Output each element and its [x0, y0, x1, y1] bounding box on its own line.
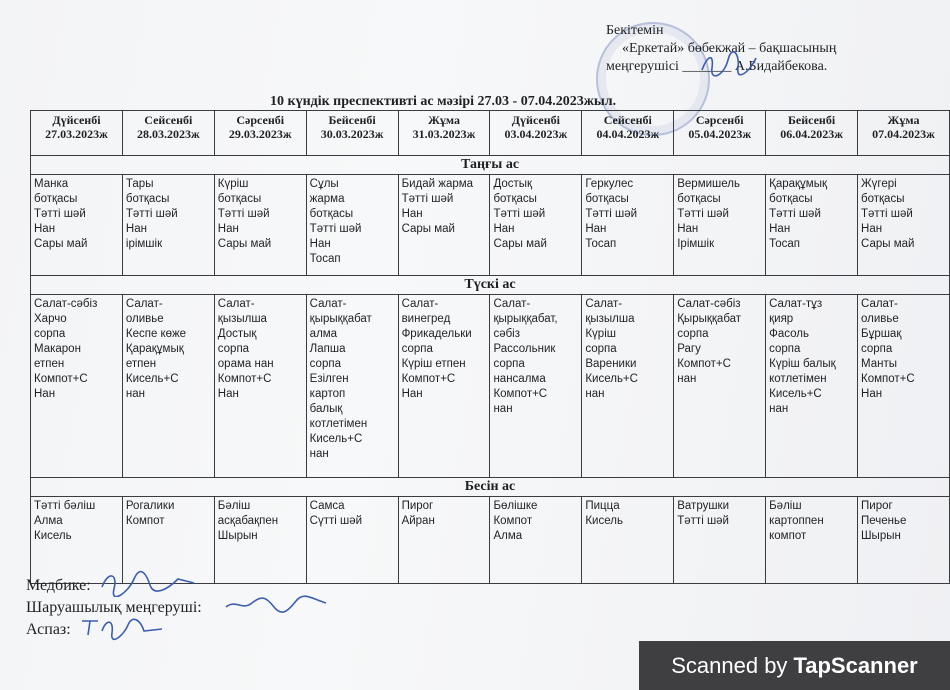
- dish-line: қырыққабат: [309, 313, 372, 325]
- afternoon-snack-cell-day-6: [490, 497, 582, 584]
- approval-line-1: Бекітемін: [606, 23, 664, 38]
- dish-line: Нан: [34, 223, 56, 235]
- dish-line: Кисель+С: [309, 433, 363, 445]
- dish-line: нан: [585, 388, 605, 400]
- dish-line: Манка: [34, 178, 69, 190]
- breakfast-cell-day-10: [858, 175, 950, 276]
- dish-line: компот: [769, 530, 807, 542]
- lunch-cell-day-10: [858, 295, 950, 478]
- dish-line: Нан: [217, 388, 239, 400]
- day-header-7: [582, 111, 674, 156]
- day-header-6: [490, 111, 582, 156]
- dish-line: балық: [309, 403, 343, 415]
- dish-line: сорпа: [769, 343, 801, 355]
- dish-line: винегред: [401, 313, 451, 325]
- afternoon-snack-cell-day-5: [398, 497, 490, 584]
- dish-line: Тәтті шәй: [125, 208, 178, 220]
- dish-line: Лапша: [309, 343, 346, 355]
- dish-line: Тәтті шәй: [309, 223, 362, 235]
- dish-line: сорпа: [34, 328, 66, 340]
- breakfast-cell-day-1: [31, 175, 123, 276]
- dish-line: Салат-: [125, 298, 163, 310]
- dish-line: картоппен: [769, 515, 824, 527]
- dish-line: алма: [309, 328, 338, 340]
- dish-line: Алма: [493, 530, 523, 542]
- dish-line: Кисель: [585, 515, 623, 527]
- dish-line: Кисель: [34, 530, 72, 542]
- dish-line: оливье: [125, 313, 164, 325]
- dish-line: нан: [677, 373, 697, 385]
- dish-line: Вареники: [585, 358, 637, 370]
- dish-line: ботқасы: [34, 193, 78, 205]
- dish-line: Бәліш: [769, 500, 802, 512]
- dish-line: Тәтті шәй: [585, 208, 638, 220]
- afternoon-snack-cell-day-4: [306, 497, 398, 584]
- dish-line: етпен: [125, 358, 157, 370]
- dish-line: Тәтті бәліш: [34, 500, 96, 512]
- dish-line: Бидай жарма: [401, 178, 474, 190]
- dish-line: Нан: [401, 388, 423, 400]
- dish-line: Тәтті шәй: [677, 208, 729, 220]
- dish-line: Сүтті шәй: [309, 515, 363, 527]
- dish-line: Нан: [861, 223, 883, 235]
- dish-line: Печенье: [861, 515, 907, 527]
- dish-line: Тәтті шәй: [493, 208, 546, 220]
- lunch-title-row: [31, 276, 950, 295]
- dish-line: Компот: [125, 515, 165, 527]
- dish-line: Рагу: [677, 343, 701, 355]
- dish-line: Рогалики: [125, 500, 175, 512]
- dish-line: Ірімшік: [677, 238, 715, 250]
- breakfast-cell-day-5: [398, 175, 490, 276]
- day-header-4: [306, 111, 398, 156]
- dish-line: Күріш: [585, 328, 616, 340]
- nurse-signature: [98, 569, 208, 597]
- dish-line: Компот+С: [401, 373, 456, 385]
- day-header-3: [214, 111, 306, 156]
- dish-line: Нан: [677, 223, 699, 235]
- day-date: 31.03.2023ж: [412, 127, 476, 141]
- dish-line: қызылша: [585, 313, 635, 325]
- lunch-cell-day-8: [674, 295, 766, 478]
- day-header-8: [674, 111, 766, 156]
- breakfast-cell-day-7: [582, 175, 674, 276]
- dish-line: Нан: [401, 208, 423, 220]
- day-header-10: [858, 111, 950, 156]
- dish-line: ірімшік: [125, 238, 163, 250]
- breakfast-cell-day-3: [214, 175, 306, 276]
- approval-block: [606, 22, 936, 76]
- dish-line: ботқасы: [769, 193, 813, 205]
- day-date: 27.03.2023ж: [45, 127, 108, 141]
- afternoon-snack-title: Бесін ас: [31, 478, 950, 497]
- dish-line: Достық: [493, 178, 533, 190]
- dish-line: нансалма: [493, 373, 546, 385]
- menu-body: [31, 156, 950, 584]
- dish-line: Айран: [401, 515, 435, 527]
- dish-line: Тәтті шәй: [401, 193, 454, 205]
- dish-line: Шырын: [861, 530, 901, 542]
- dish-line: Тосап: [769, 238, 801, 250]
- breakfast-cell-day-2: [122, 175, 214, 276]
- dish-line: Салат-сәбіз: [34, 298, 98, 310]
- day-name: Сейсенбі: [603, 113, 652, 127]
- dish-line: нан: [309, 448, 329, 460]
- dish-line: Тосап: [309, 253, 341, 265]
- dish-line: ботқасы: [309, 208, 354, 220]
- dish-line: Кисель+С: [585, 373, 638, 385]
- lunch-cell-day-3: [214, 295, 306, 478]
- dish-line: сорпа: [585, 343, 617, 355]
- dish-line: Пицца: [585, 500, 620, 512]
- nurse-label: Медбике:: [26, 577, 91, 594]
- dish-line: Кеспе көже: [125, 328, 187, 340]
- dish-line: Сары май: [861, 238, 915, 250]
- dish-line: Кисель+С: [125, 373, 179, 385]
- manager-signature: [222, 591, 332, 619]
- dish-line: Алма: [34, 515, 63, 527]
- breakfast-cell-day-6: [490, 175, 582, 276]
- dish-line: Тары: [125, 178, 154, 190]
- day-header-5: [398, 111, 490, 156]
- manager-label: Шаруашылық меңгеруші:: [26, 599, 202, 616]
- dish-line: Кисель+С: [769, 388, 822, 400]
- dish-line: Тәтті шәй: [861, 208, 913, 220]
- dish-line: ботқасы: [493, 193, 537, 205]
- dish-line: Бәліш: [217, 500, 251, 512]
- dish-line: Компот+С: [217, 373, 272, 385]
- breakfast-cell-day-8: [674, 175, 766, 276]
- dish-line: Компот: [493, 515, 533, 527]
- dish-line: ботқасы: [125, 193, 170, 205]
- dish-line: котлетімен: [769, 373, 827, 385]
- lunch-cell-day-5: [398, 295, 490, 478]
- signatures-block: [26, 575, 202, 641]
- dish-line: нан: [125, 388, 145, 400]
- approval-line-3: меңгерушісі _______ А.Бидайбекова.: [606, 59, 828, 74]
- dish-line: Сары май: [493, 238, 547, 250]
- day-date: 04.04.2023ж: [596, 127, 660, 141]
- dish-line: Салат-: [217, 298, 255, 310]
- dish-line: сорпа: [217, 343, 250, 355]
- dish-line: Достық: [217, 328, 257, 340]
- lunch-dishes-row: [31, 295, 950, 478]
- dish-line: Нан: [217, 223, 239, 235]
- dish-line: асқабақпен: [217, 515, 279, 527]
- dish-line: Күріш: [217, 178, 249, 190]
- dish-line: Сары май: [217, 238, 272, 250]
- dish-line: Сары май: [401, 223, 455, 235]
- lunch-cell-day-1: [31, 295, 123, 478]
- afternoon-snack-cell-day-10: [858, 497, 950, 584]
- day-date: 30.03.2023ж: [320, 127, 384, 141]
- dish-line: Макарон: [34, 343, 81, 355]
- dish-line: ботқасы: [677, 193, 721, 205]
- dish-line: Қарақұмық: [125, 343, 184, 355]
- dish-line: Салат-тұз: [769, 298, 823, 310]
- dish-line: Нан: [309, 238, 331, 250]
- dish-line: Тәтті шәй: [34, 208, 86, 220]
- dish-line: Компот+С: [861, 373, 915, 385]
- dish-line: нан: [769, 403, 789, 415]
- dish-line: Салат-: [493, 298, 531, 310]
- dish-line: Салат-сәбіз: [677, 298, 741, 310]
- dish-line: сорпа: [401, 343, 433, 355]
- day-date: 28.03.2023ж: [136, 127, 200, 141]
- breakfast-cell-day-9: [766, 175, 858, 276]
- dish-line: Шырын: [217, 530, 258, 542]
- day-header-2: [122, 111, 214, 156]
- menu-table: [30, 110, 950, 584]
- dish-line: Фасоль: [769, 328, 809, 340]
- dish-line: Компот+С: [493, 388, 548, 400]
- day-header-1: [31, 111, 123, 156]
- dish-line: орама нан: [217, 358, 274, 370]
- day-date: 06.04.2023ж: [780, 127, 843, 141]
- dish-line: Пирог: [401, 500, 434, 512]
- dish-line: жарма: [309, 193, 345, 205]
- dish-line: сорпа: [677, 328, 709, 340]
- dish-line: Компот+С: [677, 358, 731, 370]
- dish-line: Тәтті шәй: [677, 515, 729, 527]
- day-header-row: [31, 111, 950, 156]
- dish-line: Нан: [861, 388, 883, 400]
- dish-line: Вермишель: [677, 178, 740, 190]
- dish-line: Сары май: [34, 238, 88, 250]
- dish-line: Қарақұмық: [769, 178, 827, 190]
- dish-line: қырыққабат,: [493, 313, 558, 325]
- dish-line: сорпа: [309, 358, 341, 370]
- dish-line: ботқасы: [217, 193, 262, 205]
- approval-line-2: «Еркетай» бөбекжай – бақшасының: [622, 41, 837, 56]
- day-name: Сейсенбі: [144, 113, 193, 127]
- afternoon-snack-cell-day-7: [582, 497, 674, 584]
- afternoon-snack-cell-day-3: [214, 497, 306, 584]
- breakfast-title-row: [31, 156, 950, 175]
- afternoon-snack-cell-day-8: [674, 497, 766, 584]
- breakfast-cell-day-4: [306, 175, 398, 276]
- dish-line: Ватрушки: [677, 500, 730, 512]
- cook-label: Аспаз:: [26, 621, 71, 638]
- day-date: 05.04.2023ж: [688, 127, 752, 141]
- dish-line: Нан: [125, 223, 147, 235]
- lunch-cell-day-6: [490, 295, 582, 478]
- day-name: Бейсенбі: [787, 113, 836, 127]
- day-name: Бейсенбі: [328, 113, 376, 127]
- day-date: 07.04.2023ж: [872, 127, 935, 141]
- dish-line: Тосап: [585, 238, 617, 250]
- afternoon-snack-cell-day-9: [766, 497, 858, 584]
- dish-line: Геркулес: [585, 178, 634, 190]
- dish-line: ботқасы: [861, 193, 905, 205]
- dish-line: Езілген: [309, 373, 349, 385]
- dish-line: Нан: [769, 223, 791, 235]
- dish-line: Қырыққабат: [677, 313, 742, 325]
- dish-line: Күріш балық: [769, 358, 836, 370]
- dish-line: Нан: [34, 388, 56, 400]
- day-date: 29.03.2023ж: [228, 127, 292, 141]
- dish-line: Харчо: [34, 313, 67, 325]
- dish-line: Тәтті шәй: [769, 208, 821, 220]
- day-name: Жұма: [428, 113, 460, 127]
- dish-line: Бұршақ: [861, 328, 902, 340]
- dish-line: Салат-: [401, 298, 439, 310]
- scanner-watermark: [639, 641, 950, 690]
- dish-line: Сұлы: [309, 178, 339, 190]
- day-header-9: [766, 111, 858, 156]
- dish-line: Күріш етпен: [401, 358, 466, 370]
- watermark-brand: TapScanner: [793, 652, 918, 678]
- lunch-cell-day-9: [766, 295, 858, 478]
- dish-line: қияр: [769, 313, 794, 325]
- afternoon-snack-title-row: [31, 478, 950, 497]
- document-title: 10 күндік преспективті ас мәзірі 27.03 - 07.04.2023жыл.: [270, 94, 617, 109]
- dish-line: етпен: [34, 358, 65, 370]
- dish-line: Нан: [585, 223, 607, 235]
- day-name: Сәрсенбі: [695, 113, 744, 127]
- dish-line: Пирог: [861, 500, 893, 512]
- day-name: Сәрсенбі: [236, 113, 285, 127]
- day-date: 03.04.2023ж: [504, 127, 568, 141]
- dish-line: оливье: [861, 313, 899, 325]
- dish-line: Тәтті шәй: [217, 208, 270, 220]
- dish-line: ботқасы: [585, 193, 629, 205]
- dish-line: Манты: [861, 358, 898, 370]
- day-name: Жұма: [887, 113, 920, 127]
- dish-line: картоп: [309, 388, 346, 400]
- lunch-cell-day-2: [122, 295, 214, 478]
- cook-signature: [78, 613, 178, 641]
- lunch-cell-day-4: [306, 295, 398, 478]
- cook-signature-line: [26, 619, 202, 641]
- dish-line: Бөлішке: [493, 500, 538, 512]
- breakfast-title: Таңғы ас: [31, 156, 950, 175]
- dish-line: Салат-: [861, 298, 898, 310]
- dish-line: нан: [493, 403, 513, 415]
- day-name: Дүйсенбі: [511, 113, 560, 127]
- dish-line: Салат-: [309, 298, 347, 310]
- dish-line: қызылша: [217, 313, 267, 325]
- dish-line: сорпа: [493, 358, 525, 370]
- dish-line: Нан: [493, 223, 515, 235]
- breakfast-dishes-row: [31, 175, 950, 276]
- dish-line: котлетімен: [309, 418, 368, 430]
- dish-line: Жүгері: [861, 178, 897, 190]
- lunch-cell-day-7: [582, 295, 674, 478]
- dish-line: Салат-: [585, 298, 623, 310]
- nurse-signature-line: [26, 575, 202, 597]
- dish-line: Самса: [309, 500, 345, 512]
- dish-line: Фрикадельки: [401, 328, 472, 340]
- head-signature: [698, 50, 758, 80]
- dish-line: Компот+С: [34, 373, 88, 385]
- dish-line: Рассольник: [493, 343, 556, 355]
- day-name: Дүйсенбі: [52, 113, 101, 127]
- dish-line: сорпа: [861, 343, 893, 355]
- dish-line: сәбіз: [493, 328, 521, 340]
- lunch-title: Түскі ас: [31, 276, 950, 295]
- watermark-prefix: Scanned by: [671, 652, 788, 678]
